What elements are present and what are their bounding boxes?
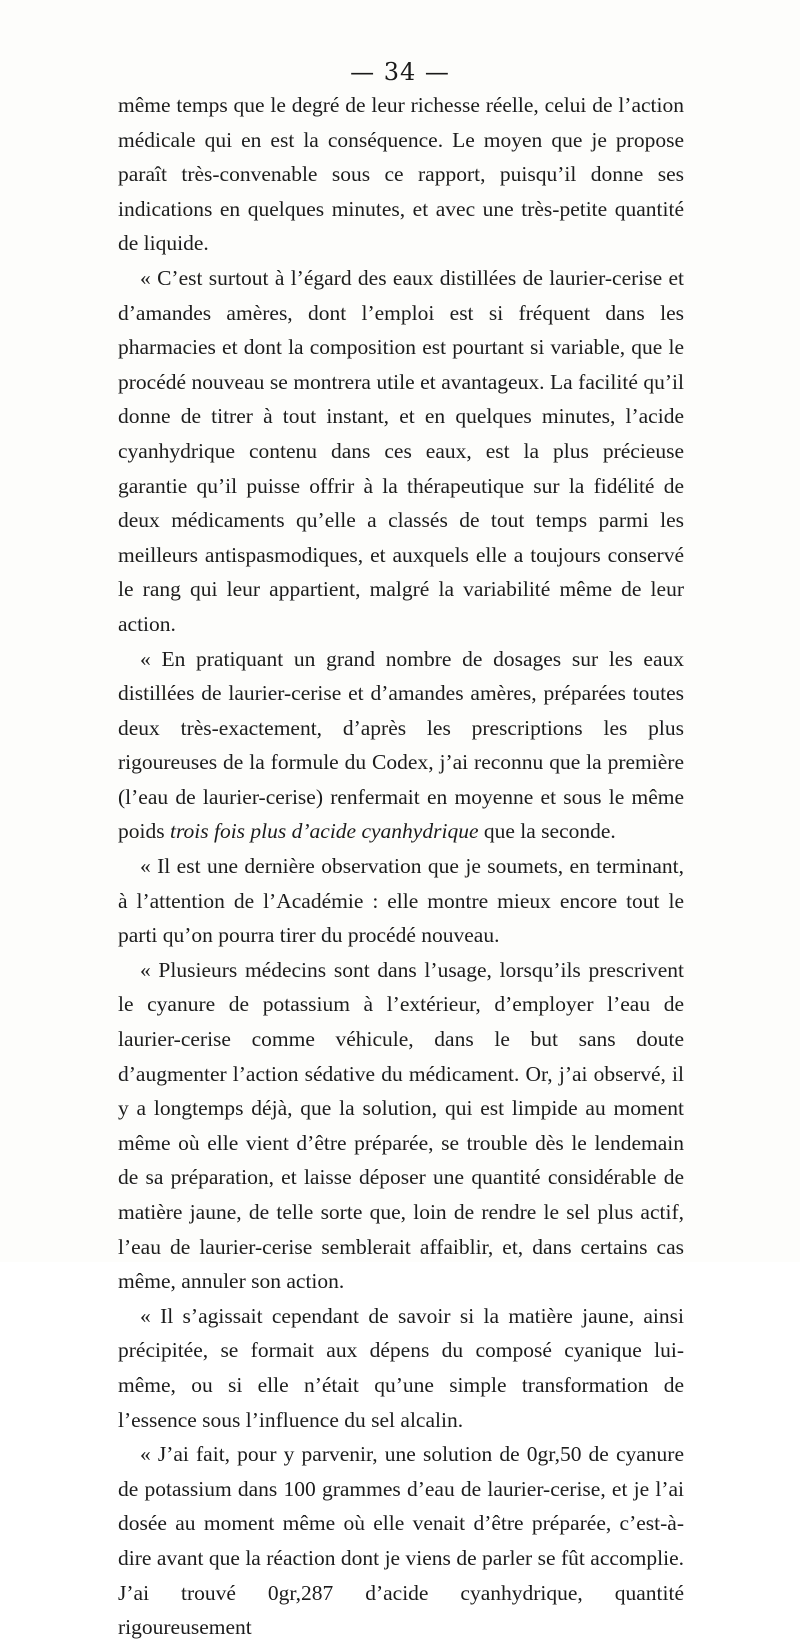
paragraph-5: « Plusieurs médecins sont dans l’usage, lorsqu’ils prescrivent le cyanure de potassium à l’extérieur, d’employer l’eau de laurier-cerise comme véhicule, dans le but sans doute d’augmenter l’action sédative du médicament. Or, j’ai observé, il y a longtemps déjà, que la solution, qui est limpide au moment même où elle vient d’être préparée, se trouble dès le lendemain de sa préparation, et laisse déposer une quantité considérable de matière jaune, de telle sorte que, loin de rendre le sel plus actif, l’eau de laurier-cerise semblerait affaiblir, et, dans certains cas même, annuler son action. — [118, 957, 684, 1294]
paragraph-4: « Il est une dernière observation que je soumets, en terminant, à l’attention de l’Académie : elle montre mieux encore tout le parti qu’on pourra tirer du procédé nouveau. — [118, 854, 684, 948]
page-number: — 34 — — [350, 58, 450, 86]
paragraph-2: « C’est surtout à l’égard des eaux distillées de laurier-cerise et d’amandes amères, dont l’emploi est si fréquent dans les pharmacies et dont la composition est pourtant si variable, que le procédé nouveau se montrera utile et avantageux. La facilité qu’il donne de titrer à tout instant, et en quelques minutes, l’acide cyanhydrique contenu dans ces eaux, est la plus précieuse garantie qu’il puisse offrir à la thérapeutique sur la fidélité de deux médicaments qu’elle a classés de tout temps parmi les meilleurs antispasmodiques, et auxquels elle a toujours conservé le rang qui leur appartient, malgré la variabilité même de leur action. — [118, 265, 684, 636]
paragraph-3-text-after: que la seconde. — [478, 819, 616, 844]
paragraph-3-text-before: « En pratiquant un grand nombre de dosages sur les eaux distillées de laurier-cerise et d’amandes amères, préparées toutes deux très-exactement, d’après les prescriptions les plus rigoureuses de la formule du Codex, j’ai reconnu que la première (l’eau de laurier-cerise) renfermait en moyenne et sous le même poids — [118, 646, 684, 844]
paragraph-3 — [118, 642, 684, 850]
paragraph-6: « Il s’agissait cependant de savoir si la matière jaune, ainsi précipitée, se formait aux dépens du composé cyanique lui-même, ou si elle n’était qu’une simple transformation de l’essence sous l’influence du sel alcalin. — [118, 1303, 684, 1432]
paragraph-3-emphasis: trois fois plus d’acide cyanhydrique — [169, 819, 479, 844]
paragraph-1: même temps que le degré de leur richesse réelle, celui de l’action médicale qui en est la conséquence. Le moyen que je propose paraît très-convenable sous ce rapport, puisqu’il donne ses indications en quelques minutes, et avec une très-petite quantité de liquide. — [118, 93, 684, 256]
paragraph-7: « J’ai fait, pour y parvenir, une solution de 0gr,50 de cyanure de potassium dans 100 grammes d’eau de laurier-cerise, et je l’ai dosée au moment même où elle venait d’être préparée, c’est-à-dire avant que la réaction dont je viens de parler se fût accomplie. J’ai trouvé 0gr,287 d’acide cyanhydrique, quantité rigoureusement — [118, 1442, 684, 1640]
body-text — [118, 88, 684, 1645]
